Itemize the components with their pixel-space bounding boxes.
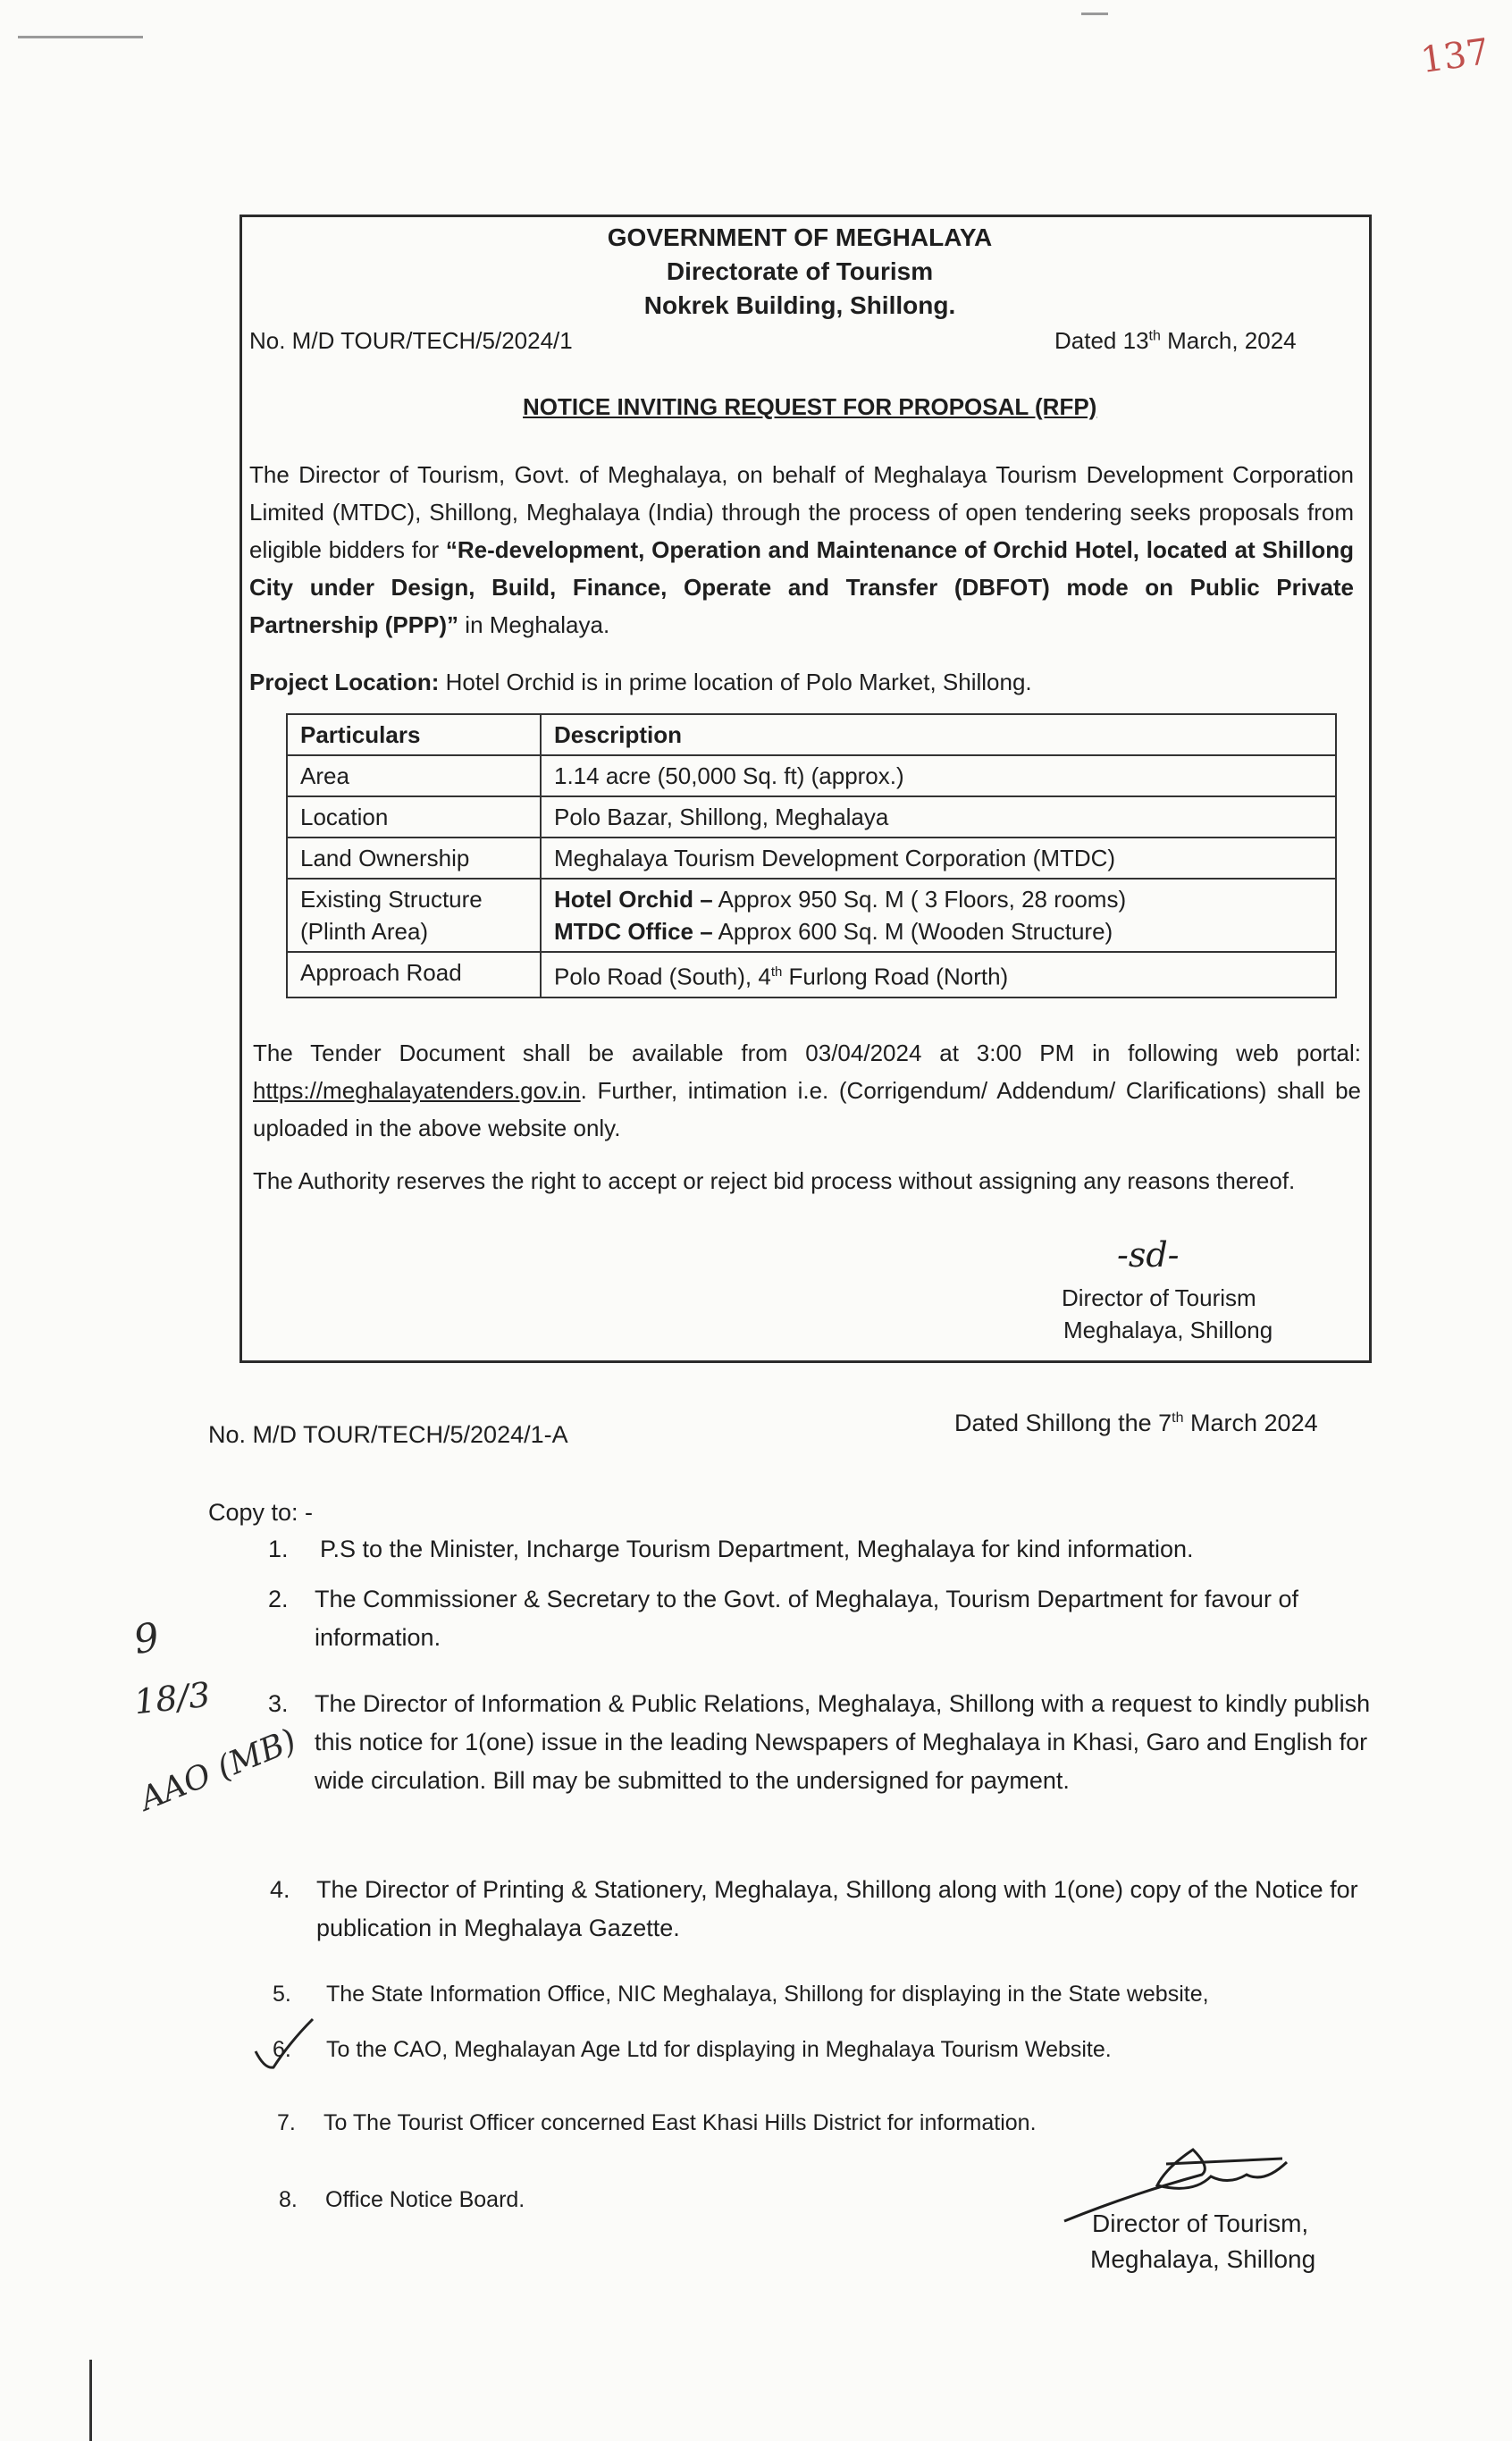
scan-speck xyxy=(1081,13,1108,15)
copy-list-item: 6. To the CAO, Meghalayan Age Ltd for displaying in Meghalaya Tourism Website. xyxy=(273,2037,1112,2062)
signatory-place: Meghalaya, Shillong xyxy=(1063,1317,1273,1343)
table-cell: Polo Bazar, Shillong, Meghalaya xyxy=(541,796,1336,838)
signature-mark: -sd- xyxy=(1117,1235,1180,1275)
authority-paragraph: The Authority reserves the right to accept or reject bid process without assigning any reasons thereof. xyxy=(253,1167,1296,1194)
handwritten-note-initial: 9 xyxy=(130,1613,164,1664)
table-row xyxy=(287,755,1336,796)
header-govt: GOVERNMENT OF MEGHALAYA xyxy=(607,223,993,251)
table-cell: Area xyxy=(287,755,541,796)
copy-list-item: 3. The Director of Information & Public Relations, Meghalaya, Shillong with a request to kindly publish this notice for 1(one) issue in the leading Newspapers of Meghalaya in Khasi, Garo and English for wide circulation. Bill may be submitted to the undersigned for payment. xyxy=(268,1690,1371,1794)
handwritten-tick-icon xyxy=(254,2016,316,2078)
table-row xyxy=(287,796,1336,838)
page-margin-line xyxy=(89,2360,92,2441)
intro-paragraph: The Director of Tourism, Govt. of Meghalaya, on behalf of Meghalaya Tourism Development Corporation Limited (MTDC), Shillong, Meghalaya (India) through the process of open tendering seeks proposals from eligible bidders for “Re-development, Operation and Maintenance of Orchid Hotel, located at Shillong City under Design, Build, Finance, Operate and Transfer (DBFOT) mode on Public Private Partnership (PPP)” in Meghalaya. xyxy=(249,461,1355,638)
project-location: Project Location: Hotel Orchid is in prime location of Polo Market, Shillong. xyxy=(249,669,1032,695)
table-row xyxy=(287,952,1336,997)
copy-list-item: 1. P.S to the Minister, Incharge Tourism Department, Meghalaya for kind information. xyxy=(268,1536,1194,1562)
scan-speck xyxy=(18,36,143,38)
table-header: Description xyxy=(541,714,1336,755)
copy-list-item: 2. The Commissioner & Secretary to the Govt. of Meghalaya, Tourism Department for favour of information. xyxy=(268,1586,1298,1651)
notice-date: Dated 13th March, 2024 xyxy=(1054,327,1297,354)
table-header: Particulars xyxy=(287,714,541,755)
handwritten-note-date: 18/3 xyxy=(131,1674,213,1722)
project-details-table xyxy=(286,713,1337,998)
table-cell: Location xyxy=(287,796,541,838)
copy-list-item: 7. To The Tourist Officer concerned East Khasi Hills District for information. xyxy=(277,2110,1037,2135)
table-cell: 1.14 acre (50,000 Sq. ft) (approx.) xyxy=(541,755,1336,796)
table-cell: Existing Structure (Plinth Area) xyxy=(287,879,541,952)
signatory-title: Director of Tourism xyxy=(1062,1284,1256,1311)
table-cell: Meghalaya Tourism Development Corporation (MTDC) xyxy=(541,838,1336,879)
table-row xyxy=(287,879,1336,952)
header-directorate: Directorate of Tourism xyxy=(666,257,934,285)
header-address: Nokrek Building, Shillong. xyxy=(643,291,956,319)
final-signatory-place: Meghalaya, Shillong xyxy=(1090,2245,1316,2273)
table-header-row xyxy=(287,714,1336,755)
copy-to-label: Copy to: - xyxy=(208,1499,314,1526)
tender-portal-link[interactable]: https://meghalayatenders.gov.in xyxy=(253,1077,581,1104)
tender-availability-paragraph: The Tender Document shall be available from 03/04/2024 at 3:00 PM in following web portal: https://meghalayatenders.gov.in. Further, intimation i.e. (Corrigendum/ Addendum/ Clarifications) shall be uploaded in the above website only. xyxy=(253,1040,1361,1141)
table-cell: Land Ownership xyxy=(287,838,541,879)
reference-number: No. M/D TOUR/TECH/5/2024/1 xyxy=(249,327,573,354)
copy-reference-number: No. M/D TOUR/TECH/5/2024/1-A xyxy=(208,1421,568,1448)
handwritten-page-number: 137 xyxy=(1418,30,1492,82)
final-signatory-title: Director of Tourism, xyxy=(1092,2210,1309,2237)
table-row xyxy=(287,838,1336,879)
copy-list-item: 4. The Director of Printing & Stationery, Meghalaya, Shillong along with 1(one) copy of the Notice for publication in Meghalaya Gazette. xyxy=(270,1876,1358,1941)
table-cell: Approach Road xyxy=(287,952,541,997)
table-cell: Polo Road (South), 4th Furlong Road (North) xyxy=(541,952,1336,997)
handwritten-note-aao: AAO (MB) xyxy=(135,1721,302,1819)
copy-list-item: 5. The State Information Office, NIC Meghalaya, Shillong for displaying in the State website, xyxy=(273,1982,1209,2007)
copy-date: Dated Shillong the 7th March 2024 xyxy=(954,1410,1318,1436)
notice-title: NOTICE INVITING REQUEST FOR PROPOSAL (RFP) xyxy=(523,393,1097,420)
copy-list-item: 8. Office Notice Board. xyxy=(279,2187,525,2212)
table-cell: Hotel Orchid – Approx 950 Sq. M ( 3 Floors, 28 rooms) MTDC Office – Approx 600 Sq. M (Wooden Structure) xyxy=(541,879,1336,952)
